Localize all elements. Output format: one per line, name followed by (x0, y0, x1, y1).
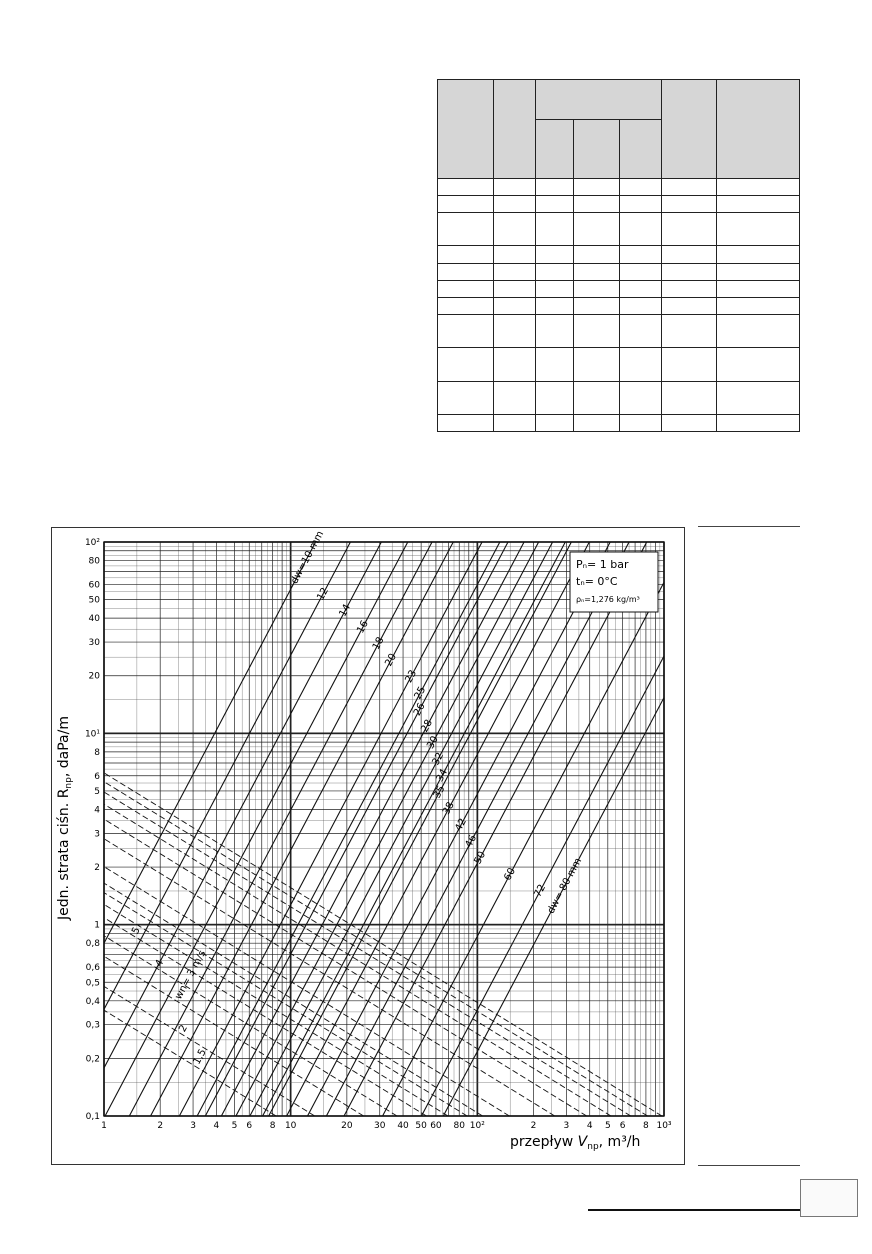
table-cell (662, 381, 717, 414)
table-cell (438, 178, 494, 195)
x-tick-label: 10 (284, 1121, 297, 1131)
y-tick-label: 30 (88, 638, 100, 649)
table-cell (620, 414, 662, 431)
side-rule-top (698, 526, 800, 527)
diameter-label: 32 (430, 750, 447, 768)
diameter-label: 46 (463, 833, 480, 850)
diameter-label: dw= 80 mm (545, 856, 585, 916)
y-tick-label: 2 (94, 863, 100, 874)
diameter-label: 60 (502, 866, 518, 883)
table-cell (662, 195, 717, 212)
table-cell (620, 246, 662, 263)
table-cell (574, 414, 620, 431)
velocity-line (52, 542, 470, 1116)
table-cell (574, 213, 620, 246)
table-cell (662, 246, 717, 263)
table-cell (574, 280, 620, 297)
table-cell (717, 280, 800, 297)
table-cell (620, 297, 662, 314)
table-cell (717, 246, 800, 263)
diameter-label: 14 (337, 602, 354, 619)
x-tick-label: 20 (341, 1121, 353, 1131)
velocity-line (52, 542, 648, 1116)
x-tick-label: 10² (469, 1121, 485, 1131)
x-tick-label: 80 (453, 1121, 465, 1131)
table-cell (574, 246, 620, 263)
y-tick-label: 0,8 (85, 939, 100, 950)
table-cell (536, 263, 574, 280)
velocity-line (52, 542, 555, 1116)
table-cell (662, 280, 717, 297)
x-tick-label: 50 (415, 1121, 427, 1131)
table-cell (662, 314, 717, 347)
diameter-label: 50 (472, 849, 489, 867)
table-cell (620, 178, 662, 195)
diameter-label: 16 (355, 618, 371, 636)
table-cell (662, 414, 717, 431)
table-cell (536, 280, 574, 297)
diameter-line (344, 542, 647, 1116)
table-cell (438, 348, 494, 381)
table-cell (717, 297, 800, 314)
table-body (438, 178, 800, 431)
diameter-line (287, 542, 590, 1116)
diameter-label: 12 (315, 585, 331, 603)
conditions-text: Pₙ= 1 bar (576, 558, 629, 571)
diameter-label: 20 (383, 651, 400, 669)
table-cell (494, 314, 536, 347)
diameter-label: 35 (431, 783, 448, 801)
x-tick-label: 3 (563, 1121, 570, 1131)
velocity-line (52, 542, 426, 1116)
table-cell (574, 297, 620, 314)
y-tick-label: 0,6 (85, 963, 100, 974)
table-cell (574, 381, 620, 414)
y-tick-label: 0,5 (85, 978, 100, 989)
table-cell (717, 414, 800, 431)
table-header-cell (620, 120, 662, 179)
table-cell (494, 297, 536, 314)
y-tick-label: 1 (94, 920, 100, 931)
table-cell (717, 348, 800, 381)
table-cell (620, 213, 662, 246)
table-cell (438, 263, 494, 280)
table-cell (620, 348, 662, 381)
table-cell (536, 297, 574, 314)
table-cell (717, 213, 800, 246)
y-tick-label: 6 (94, 771, 100, 782)
table-row (438, 280, 800, 297)
y-tick-label: 60 (88, 580, 100, 591)
table-cell (620, 195, 662, 212)
x-tick-label: 6 (619, 1121, 626, 1131)
table-cell (574, 263, 620, 280)
diameter-label: 25 (412, 684, 429, 702)
y-tick-label: 0,3 (85, 1020, 100, 1031)
x-tick-label: 3 (190, 1121, 196, 1131)
table-cell (662, 297, 717, 314)
diameter-label: 30 (425, 734, 441, 751)
y-tick-label: 0,2 (85, 1054, 100, 1065)
diameter-line (151, 542, 454, 1116)
table-cell (438, 213, 494, 246)
table-row (438, 195, 800, 212)
footer-rule (588, 1209, 800, 1211)
diameter-line (269, 542, 572, 1116)
table-cell (494, 414, 536, 431)
diameter-line (79, 542, 382, 1116)
table-cell (620, 280, 662, 297)
diameter-label: 23 (403, 668, 420, 685)
velocity-label: 2 (177, 1023, 191, 1034)
table-cell (717, 178, 800, 195)
spec-table (437, 79, 800, 432)
y-tick-label: 50 (88, 595, 100, 606)
y-tick-label: 0,4 (85, 996, 100, 1007)
table-cell (574, 314, 620, 347)
y-axis-title: Jedn. strata ciśn. $R_{np}$, daPa/m (56, 716, 74, 920)
conditions-text: tₙ= 0°C (576, 575, 618, 588)
x-tick-label: 5 (231, 1121, 238, 1131)
side-rule-bottom (698, 1165, 800, 1166)
y-tick-label: 10² (84, 538, 100, 548)
table-row (438, 414, 800, 431)
table-cell (717, 263, 800, 280)
x-tick-label: 30 (374, 1121, 386, 1131)
table-cell (494, 381, 536, 414)
table-cell (438, 246, 494, 263)
table-cell (438, 280, 494, 297)
x-tick-label: 6 (246, 1121, 253, 1131)
x-tick-label: 2 (530, 1121, 537, 1131)
table-header-cell (536, 80, 662, 120)
diameter-line (236, 542, 539, 1116)
table-row (438, 246, 800, 263)
table-cell (494, 280, 536, 297)
x-tick-label: 60 (430, 1121, 442, 1131)
table-cell (494, 213, 536, 246)
velocity-label: wn= 3 m/s (173, 948, 209, 1002)
diameter-label: 18 (370, 635, 387, 652)
x-tick-label: 5 (604, 1121, 611, 1131)
table-cell (494, 263, 536, 280)
table-header-cell (574, 120, 620, 179)
velocity-label: 1,5 (191, 1047, 209, 1067)
diameter-line (179, 542, 482, 1116)
table-header-cell (536, 120, 574, 179)
diameter-label: 38 (441, 800, 457, 817)
diameter-label: dw=10 mm (289, 529, 327, 586)
table-cell (574, 178, 620, 195)
velocity-label: 5 (130, 925, 143, 937)
table-row (438, 178, 800, 195)
table-cell (494, 195, 536, 212)
table-cell (536, 348, 574, 381)
table-cell (717, 381, 800, 414)
diameter-label: 72 (532, 882, 549, 900)
table-cell (620, 263, 662, 280)
diameter-label: 28 (419, 717, 436, 735)
pressure-loss-chart (51, 527, 685, 1165)
table-cell (662, 348, 717, 381)
y-tick-label: 3 (94, 829, 100, 840)
x-tick-label: 2 (157, 1121, 164, 1131)
table-row (438, 263, 800, 280)
x-tick-label: 4 (586, 1121, 593, 1131)
table-cell (717, 314, 800, 347)
table-cell (717, 195, 800, 212)
table-cell (536, 195, 574, 212)
table-cell (662, 213, 717, 246)
y-tick-label: 8 (94, 747, 100, 758)
table-row (438, 381, 800, 414)
table-cell (536, 314, 574, 347)
table-cell (438, 297, 494, 314)
table-cell (438, 314, 494, 347)
diameter-label: 34 (434, 767, 451, 784)
x-tick-label: 10³ (656, 1121, 672, 1131)
y-tick-label: 5 (94, 786, 100, 797)
x-tick-label: 4 (213, 1121, 220, 1131)
table-header-cell (662, 80, 717, 179)
y-tick-label: 10¹ (84, 729, 100, 740)
table-row (438, 213, 800, 246)
diameter-label: 26 (411, 701, 428, 718)
y-tick-label: 4 (94, 805, 100, 816)
table-cell (620, 314, 662, 347)
table-cell (662, 263, 717, 280)
table-cell (536, 213, 574, 246)
table-cell (438, 195, 494, 212)
table-row (438, 314, 800, 347)
table-cell (438, 381, 494, 414)
table-cell (494, 178, 536, 195)
y-tick-label: 0,1 (85, 1112, 100, 1122)
table-cell (438, 414, 494, 431)
table-cell (662, 178, 717, 195)
diameter-label: 42 (453, 816, 470, 834)
x-axis-title: przepływ $V_{np}$, m³/h (510, 1134, 641, 1152)
diameter-line (221, 542, 524, 1116)
table-cell (574, 348, 620, 381)
chart-svg (52, 528, 684, 1164)
x-tick-label: 8 (269, 1121, 276, 1131)
table-cell (494, 348, 536, 381)
y-tick-label: 20 (88, 671, 100, 682)
diameter-line (443, 542, 684, 1116)
velocity-label: 4 (153, 958, 167, 969)
page-number-box (800, 1179, 858, 1217)
x-tick-label: 8 (643, 1121, 649, 1131)
table-header-cell (438, 80, 494, 179)
y-tick-label: 40 (88, 614, 100, 625)
table-cell (620, 381, 662, 414)
velocity-line (52, 542, 448, 1116)
conditions-text: ρₙ=1,276 kg/m³ (576, 595, 640, 604)
table-row (438, 297, 800, 314)
table-row (438, 348, 800, 381)
table-header-cell (717, 80, 800, 179)
velocity-line (52, 542, 587, 1116)
table-cell (536, 414, 574, 431)
table-cell (536, 246, 574, 263)
table-cell (536, 178, 574, 195)
table-header-cell (494, 80, 536, 179)
x-tick-label: 40 (397, 1121, 409, 1131)
x-tick-label: 1 (101, 1121, 107, 1131)
table-cell (536, 381, 574, 414)
y-tick-label: 80 (88, 556, 100, 567)
table-cell (574, 195, 620, 212)
table-cell (494, 246, 536, 263)
